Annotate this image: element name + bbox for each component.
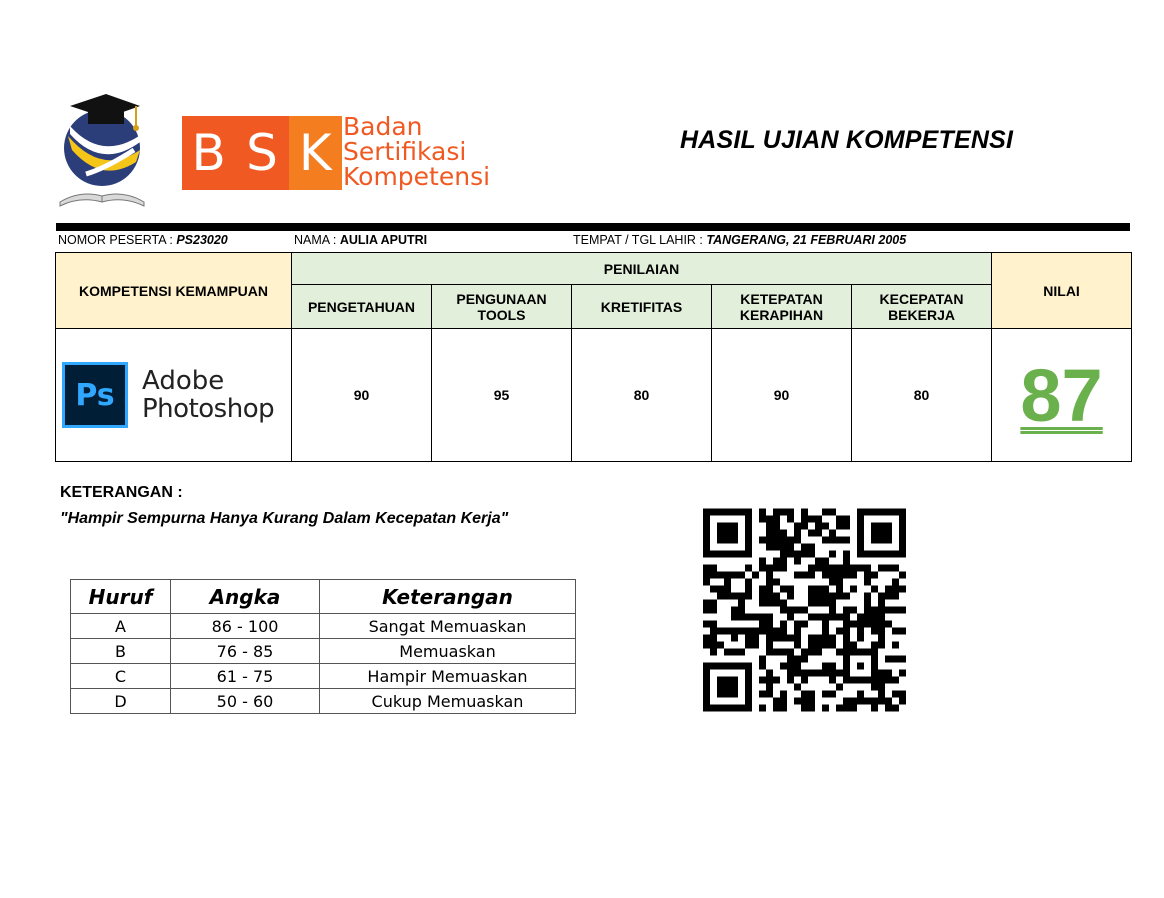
legend-cell: A [71,614,171,639]
legend-header-angka: Angka [171,580,320,614]
criterion-kretifitas [572,285,712,329]
participant-name [294,233,427,247]
participant-number [58,233,228,247]
legend-cell: Cukup Memuaskan [320,689,576,714]
final-score: 87 [1020,353,1103,437]
bsk-line-3: Kompetensi [343,162,491,191]
criterion-kerapihan [712,285,852,329]
score-table [55,252,1132,462]
photoshop-word-photoshop: Photoshop [142,394,275,424]
criterion-line: KRETIFITAS [600,298,683,315]
skill-cell [56,329,292,462]
criterion-line: KECEPATAN [879,290,964,307]
bsk-line-1: Badan [343,112,423,141]
header-divider [56,223,1130,231]
table-row [71,664,576,689]
criterion-line: PENGUNAAN [456,290,547,307]
participant-number-label: NOMOR PESERTA : [58,233,177,247]
criterion-line: TOOLS [477,306,526,323]
bsk-letter-b: B [191,124,226,182]
score-kerapihan: 90 [712,329,852,462]
photoshop-logo [56,362,291,428]
score-kecepatan: 80 [852,329,992,462]
score-tools: 95 [432,329,572,462]
criterion-line: KETEPATAN [740,290,823,307]
participant-birth-value: TANGERANG, 21 FEBRUARI 2005 [706,233,907,247]
academy-logo [56,90,148,208]
legend-cell: 50 - 60 [171,689,320,714]
legend-cell: 86 - 100 [171,614,320,639]
table-row [71,689,576,714]
header-nilai: NILAI [992,253,1132,329]
legend-header-huruf: Huruf [71,580,171,614]
criterion-line: KERAPIHAN [739,306,824,323]
legend-cell: 76 - 85 [171,639,320,664]
header-kompetensi: KOMPETENSI KEMAMPUAN [56,253,292,329]
score-pengetahuan: 90 [292,329,432,462]
participant-number-value: PS23020 [176,233,228,247]
photoshop-icon: Ps [62,362,128,428]
table-row [71,614,576,639]
header-penilaian: PENILAIAN [292,253,992,285]
participant-birth [573,233,906,247]
photoshop-wordmark [142,367,274,423]
page-title: HASIL UJIAN KOMPETENSI [680,126,1014,154]
legend-cell: B [71,639,171,664]
qr-code-icon [703,507,906,713]
score-kretifitas: 80 [572,329,712,462]
grade-legend-table [70,579,576,714]
criterion-line: BEKERJA [888,306,955,323]
legend-header-keterangan: Keterangan [320,580,576,614]
participant-name-label: NAMA : [294,233,340,247]
legend-cell: Memuaskan [320,639,576,664]
criterion-kecepatan [852,285,992,329]
bsk-letter-s: S [246,124,278,182]
criterion-pengetahuan [292,285,432,329]
bsk-line-2: Sertifikasi [343,137,467,166]
bsk-letter-k: K [289,116,342,190]
notes-quote: "Hampir Sempurna Hanya Kurang Dalam Kecepatan Kerja" [60,510,509,527]
legend-cell: Sangat Memuaskan [320,614,576,639]
participant-birth-label: TEMPAT / TGL LAHIR : [573,233,707,247]
photoshop-word-adobe: Adobe [142,366,225,396]
participant-info [58,233,1128,249]
legend-cell: D [71,689,171,714]
criterion-tools [432,285,572,329]
bsk-logo [182,116,342,190]
notes-label: KETERANGAN : [60,484,183,501]
legend-cell: C [71,664,171,689]
legend-cell: Hampir Memuaskan [320,664,576,689]
table-row [71,639,576,664]
final-score-cell [992,329,1132,462]
criterion-line: PENGETAHUAN [307,298,416,315]
legend-cell: 61 - 75 [171,664,320,689]
bsk-logo-text [343,114,490,189]
participant-name-value: AULIA APUTRI [339,233,428,247]
